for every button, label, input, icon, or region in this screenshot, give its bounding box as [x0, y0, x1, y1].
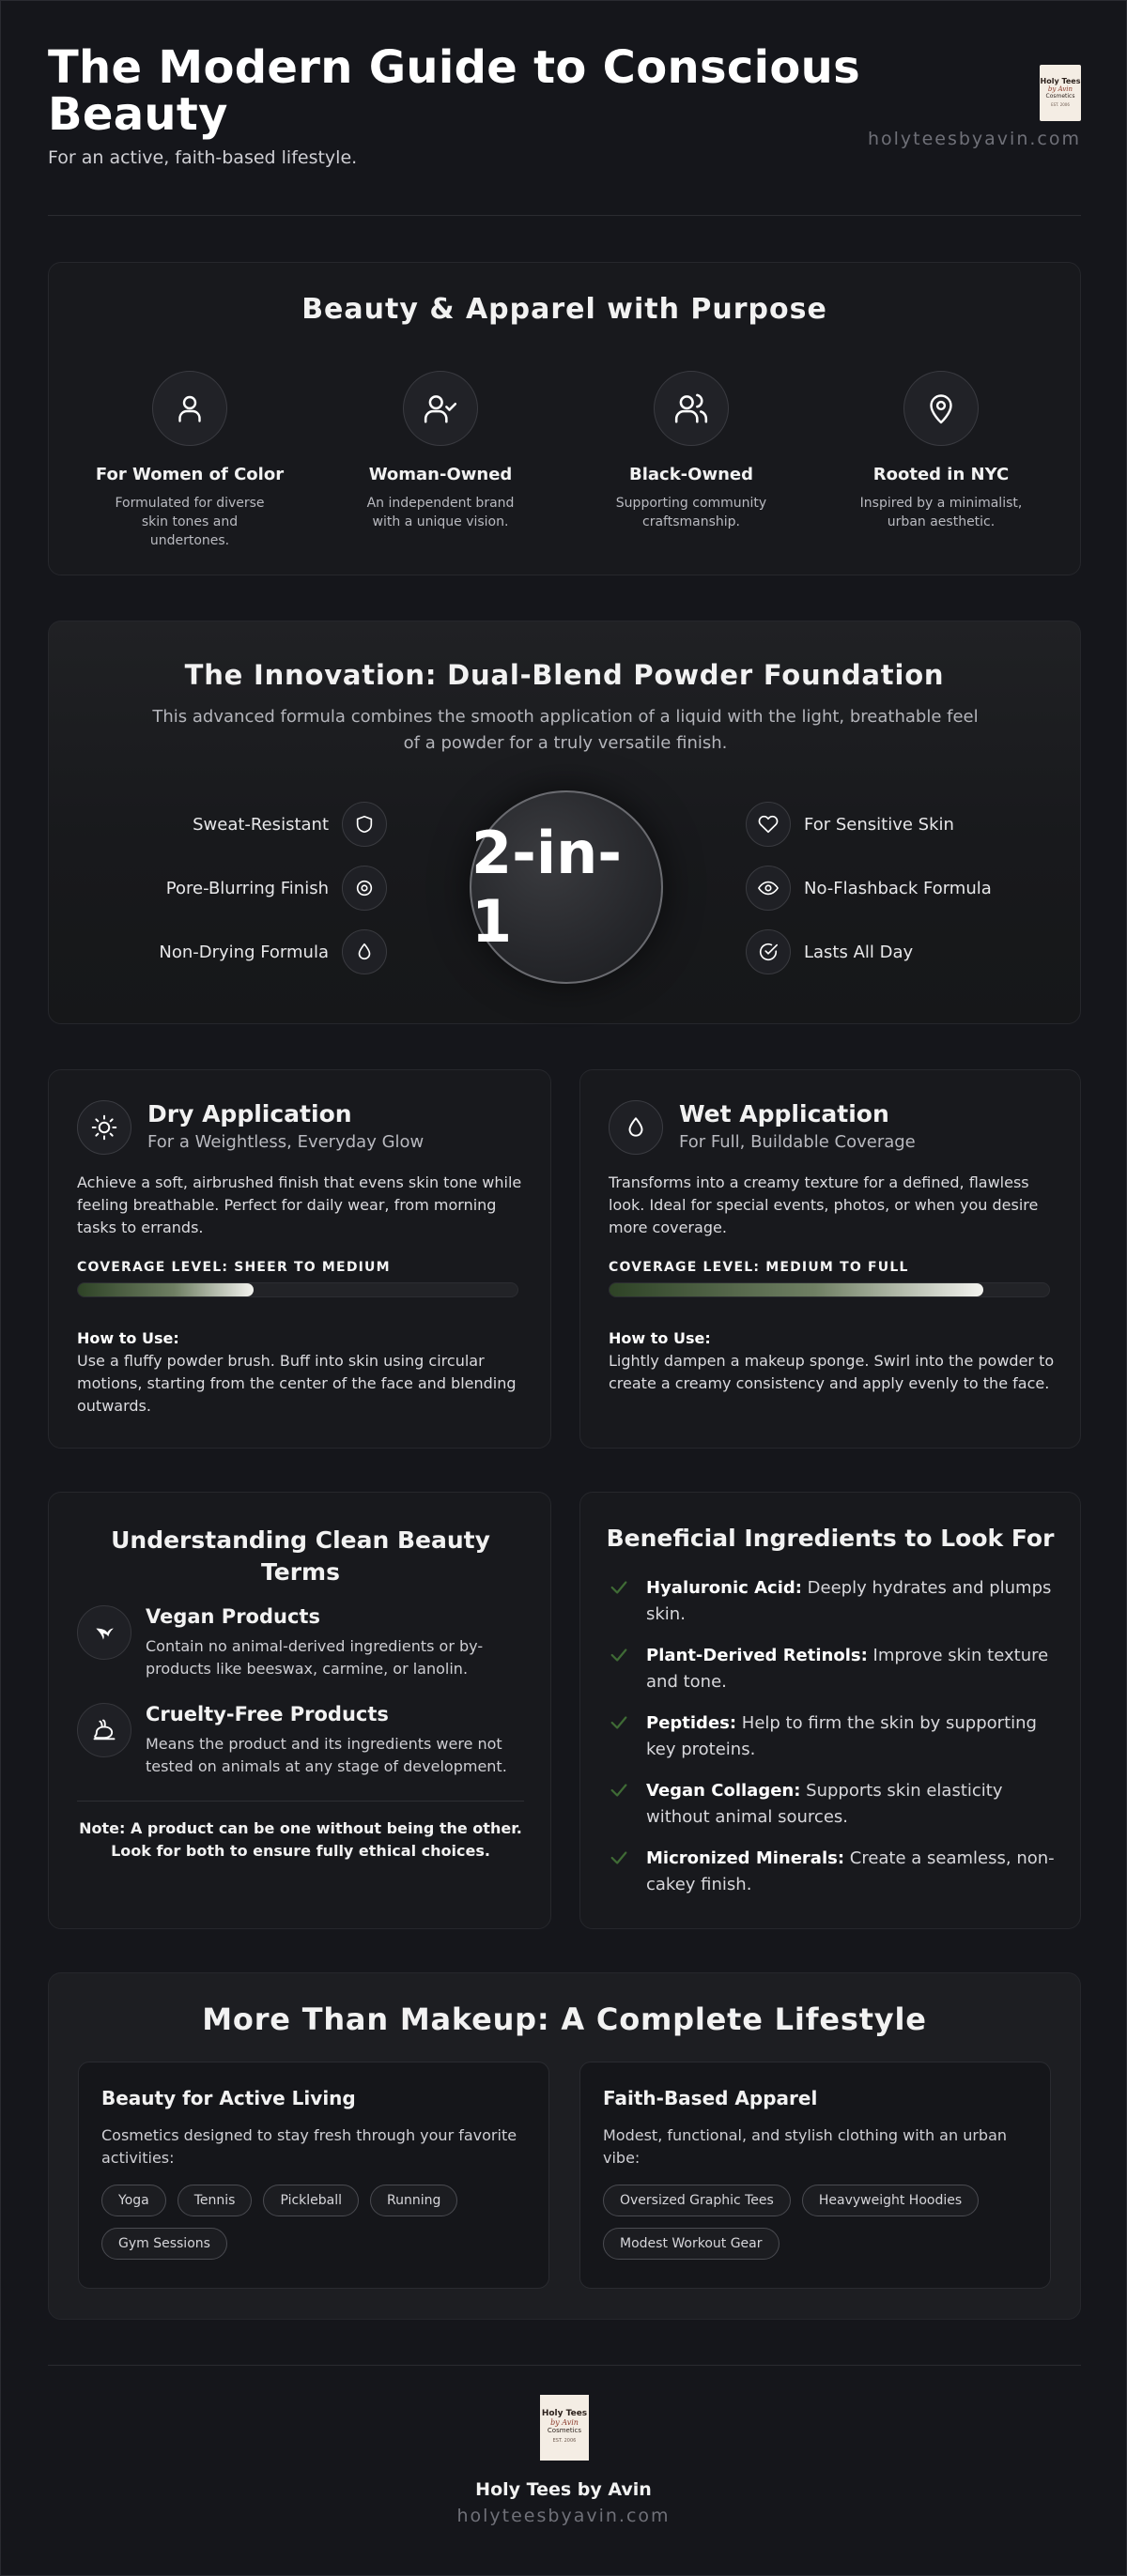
ingredient-name: Micronized Minerals:	[646, 1848, 845, 1868]
lifestyle-card-apparel	[579, 2062, 1051, 2289]
footer-divider	[48, 2365, 1081, 2366]
ingredient-name: Hyaluronic Acid:	[646, 1578, 802, 1598]
check-icon	[609, 1645, 629, 1665]
feature-label: Non-Drying Formula	[159, 942, 329, 962]
tag-oversized-graphic-tees[interactable]: Oversized Graphic Tees	[603, 2185, 791, 2216]
value-desc: An independent brand with a unique vision.	[366, 496, 515, 529]
tag-gym-sessions[interactable]: Gym Sessions	[101, 2228, 227, 2260]
tag-list	[603, 2185, 1035, 2260]
map-pin-icon	[903, 371, 979, 446]
logo-line-4: EST. 2006	[1051, 101, 1070, 107]
values-title: Beauty & Apparel with Purpose	[301, 293, 827, 326]
heart-icon	[746, 802, 791, 847]
value-title: For Women of Color	[95, 465, 285, 484]
ingredient-name: Peptides:	[646, 1713, 737, 1733]
howto-label: How to Use:	[609, 1329, 711, 1347]
header-site-link[interactable]: holyteesbyavin.com	[867, 129, 1081, 149]
ingredient-name: Plant-Derived Retinols:	[646, 1646, 868, 1665]
values-section	[48, 262, 1081, 575]
logo-line-3: Cosmetics	[547, 2427, 582, 2434]
ingredients-section	[579, 1492, 1081, 1929]
application-body: Achieve a soft, airbrushed finish that evens skin tone while feeling breathable. Perfect for daily wear, from morning tasks to errands.	[77, 1173, 522, 1236]
ingredient-desc: Improve skin texture and tone.	[646, 1646, 1049, 1692]
term-title: Cruelty-Free Products	[146, 1703, 389, 1725]
ingredient-desc: Help to firm the skin by supporting key proteins.	[646, 1713, 1037, 1759]
application-title: Wet Application	[679, 1100, 889, 1127]
lifestyle-card-desc: Cosmetics designed to stay fresh through your favorite activities:	[101, 2126, 517, 2167]
howto-block	[609, 1327, 1056, 1395]
logo-line-2: by Avin	[1047, 84, 1073, 93]
coverage-bar-fill	[610, 1283, 983, 1296]
lifestyle-card-title: Beauty for Active Living	[101, 2087, 356, 2109]
check-icon	[609, 1577, 629, 1598]
coverage-bar-fill	[78, 1283, 254, 1296]
application-subtitle: For a Weightless, Everyday Glow	[147, 1132, 425, 1152]
clean-beauty-title: Understanding Clean Beauty Terms	[111, 1526, 490, 1586]
value-item	[569, 371, 813, 531]
tag-tennis[interactable]: Tennis	[178, 2185, 253, 2216]
value-item	[68, 371, 312, 550]
value-title: Woman-Owned	[368, 465, 513, 484]
user-check-icon	[403, 371, 478, 446]
logo-line-1: Holy Tees	[541, 2409, 588, 2418]
coverage-bar	[77, 1282, 518, 1297]
logo-line-3: Cosmetics	[1045, 92, 1075, 100]
value-desc: Inspired by a minimalist, urban aesthetic.	[859, 496, 1023, 529]
value-item	[819, 371, 1063, 531]
tag-modest-workout-gear[interactable]: Modest Workout Gear	[603, 2228, 780, 2260]
check-icon	[609, 1848, 629, 1868]
clean-beauty-section	[48, 1492, 551, 1929]
two-in-one-badge: 2-in-1	[470, 790, 663, 984]
leaf-icon	[77, 1605, 131, 1660]
droplet-icon	[609, 1100, 663, 1155]
tag-pickleball[interactable]: Pickleball	[263, 2185, 359, 2216]
rabbit-icon	[77, 1703, 131, 1757]
sun-icon	[77, 1100, 131, 1155]
logo-line-4: EST. 2006	[552, 2438, 577, 2444]
coverage-bar	[609, 1282, 1050, 1297]
term-title: Vegan Products	[146, 1605, 320, 1628]
wet-application-card	[579, 1069, 1081, 1449]
application-subtitle: For Full, Buildable Coverage	[679, 1132, 916, 1152]
ingredient-desc: Deeply hydrates and plumps skin.	[646, 1578, 1052, 1624]
value-desc: Formulated for diverse skin tones and undertones.	[115, 496, 265, 548]
users-icon	[654, 371, 729, 446]
logo-line-2: by Avin	[550, 2418, 579, 2427]
value-title: Black-Owned	[629, 465, 753, 484]
user-icon	[152, 371, 227, 446]
howto-text: Lightly dampen a makeup sponge. Swirl into the powder to create a creamy consistency and apply evenly to the face.	[609, 1352, 1055, 1392]
feature-label: No-Flashback Formula	[804, 878, 992, 898]
lifestyle-title: More Than Makeup: A Complete Lifestyle	[202, 2001, 927, 2037]
check-circle-icon	[746, 929, 791, 974]
clean-beauty-divider	[77, 1801, 524, 1802]
innovation-section	[48, 621, 1081, 1024]
header-divider	[48, 215, 1081, 216]
value-item	[318, 371, 563, 531]
term-desc: Contain no animal-derived ingredients or by-products like beeswax, carmine, or lanolin.	[146, 1637, 484, 1678]
ingredient-desc: Create a seamless, non-cakey finish.	[646, 1848, 1055, 1894]
page-subtitle: For an active, faith-based lifestyle.	[48, 147, 358, 168]
howto-block	[77, 1327, 524, 1418]
header	[48, 41, 1081, 176]
dry-application-card	[48, 1069, 551, 1449]
term-desc: Means the product and its ingredients were not tested on animals at any stage of development.	[146, 1735, 507, 1775]
value-desc: Supporting community craftsmanship.	[615, 496, 767, 529]
ingredient-name: Vegan Collagen:	[646, 1781, 801, 1801]
target-icon	[342, 866, 387, 911]
feature-item	[746, 802, 1046, 847]
value-title: Rooted in NYC	[872, 465, 1010, 484]
tag-list	[101, 2185, 533, 2260]
tag-running[interactable]: Running	[370, 2185, 457, 2216]
feature-label: Pore-Blurring Finish	[165, 878, 329, 898]
feature-label: Sweat-Resistant	[193, 814, 329, 835]
ingredient-desc: Supports skin elasticity without animal sources.	[646, 1781, 1003, 1827]
howto-label: How to Use:	[77, 1329, 179, 1347]
coverage-label: COVERAGE LEVEL: SHEER TO MEDIUM	[77, 1260, 391, 1275]
footer-brand-logo	[540, 2395, 589, 2461]
howto-text: Use a fluffy powder brush. Buff into skin using circular motions, starting from the center of the face and blending outwards.	[77, 1352, 517, 1415]
feature-item	[746, 866, 1046, 911]
logo-line-1: Holy Tees	[1040, 76, 1081, 85]
droplet-icon	[342, 929, 387, 974]
eye-icon	[746, 866, 791, 911]
shield-icon	[342, 802, 387, 847]
lifestyle-card-desc: Modest, functional, and stylish clothing with an urban vibe:	[603, 2126, 1008, 2167]
check-icon	[609, 1780, 629, 1801]
brand-logo	[1040, 65, 1081, 121]
footer-site-link[interactable]: holyteesbyavin.com	[456, 2506, 671, 2526]
innovation-desc: This advanced formula combines the smooth application of a liquid with the light, breathable feel of a powder for a truly versatile finish.	[152, 707, 979, 753]
tag-yoga[interactable]: Yoga	[101, 2185, 166, 2216]
lifestyle-card-title: Faith-Based Apparel	[603, 2087, 818, 2109]
innovation-title: The Innovation: Dual-Blend Powder Foundation	[184, 659, 945, 691]
application-body: Transforms into a creamy texture for a defined, flawless look. Ideal for special events, photos, or when you desire more coverage.	[609, 1173, 1039, 1236]
feature-label: Lasts All Day	[804, 942, 914, 962]
lifestyle-section	[48, 1972, 1081, 2320]
feature-label: For Sensitive Skin	[804, 814, 954, 835]
page-title: The Modern Guide to Conscious Beauty	[48, 41, 860, 141]
clean-beauty-note: Note: A product can be one without being the other. Look for both to ensure fully ethical choices.	[79, 1819, 522, 1860]
feature-item	[746, 929, 1046, 974]
coverage-label: COVERAGE LEVEL: MEDIUM TO FULL	[609, 1260, 909, 1275]
lifestyle-card-active	[78, 2062, 549, 2289]
footer-brand-name: Holy Tees by Avin	[475, 2479, 652, 2500]
tag-heavyweight-hoodies[interactable]: Heavyweight Hoodies	[802, 2185, 979, 2216]
application-title: Dry Application	[147, 1100, 352, 1127]
feature-item	[105, 866, 387, 911]
feature-item	[105, 802, 387, 847]
feature-item	[105, 929, 387, 974]
ingredients-title: Beneficial Ingredients to Look For	[606, 1525, 1055, 1552]
check-icon	[609, 1712, 629, 1733]
